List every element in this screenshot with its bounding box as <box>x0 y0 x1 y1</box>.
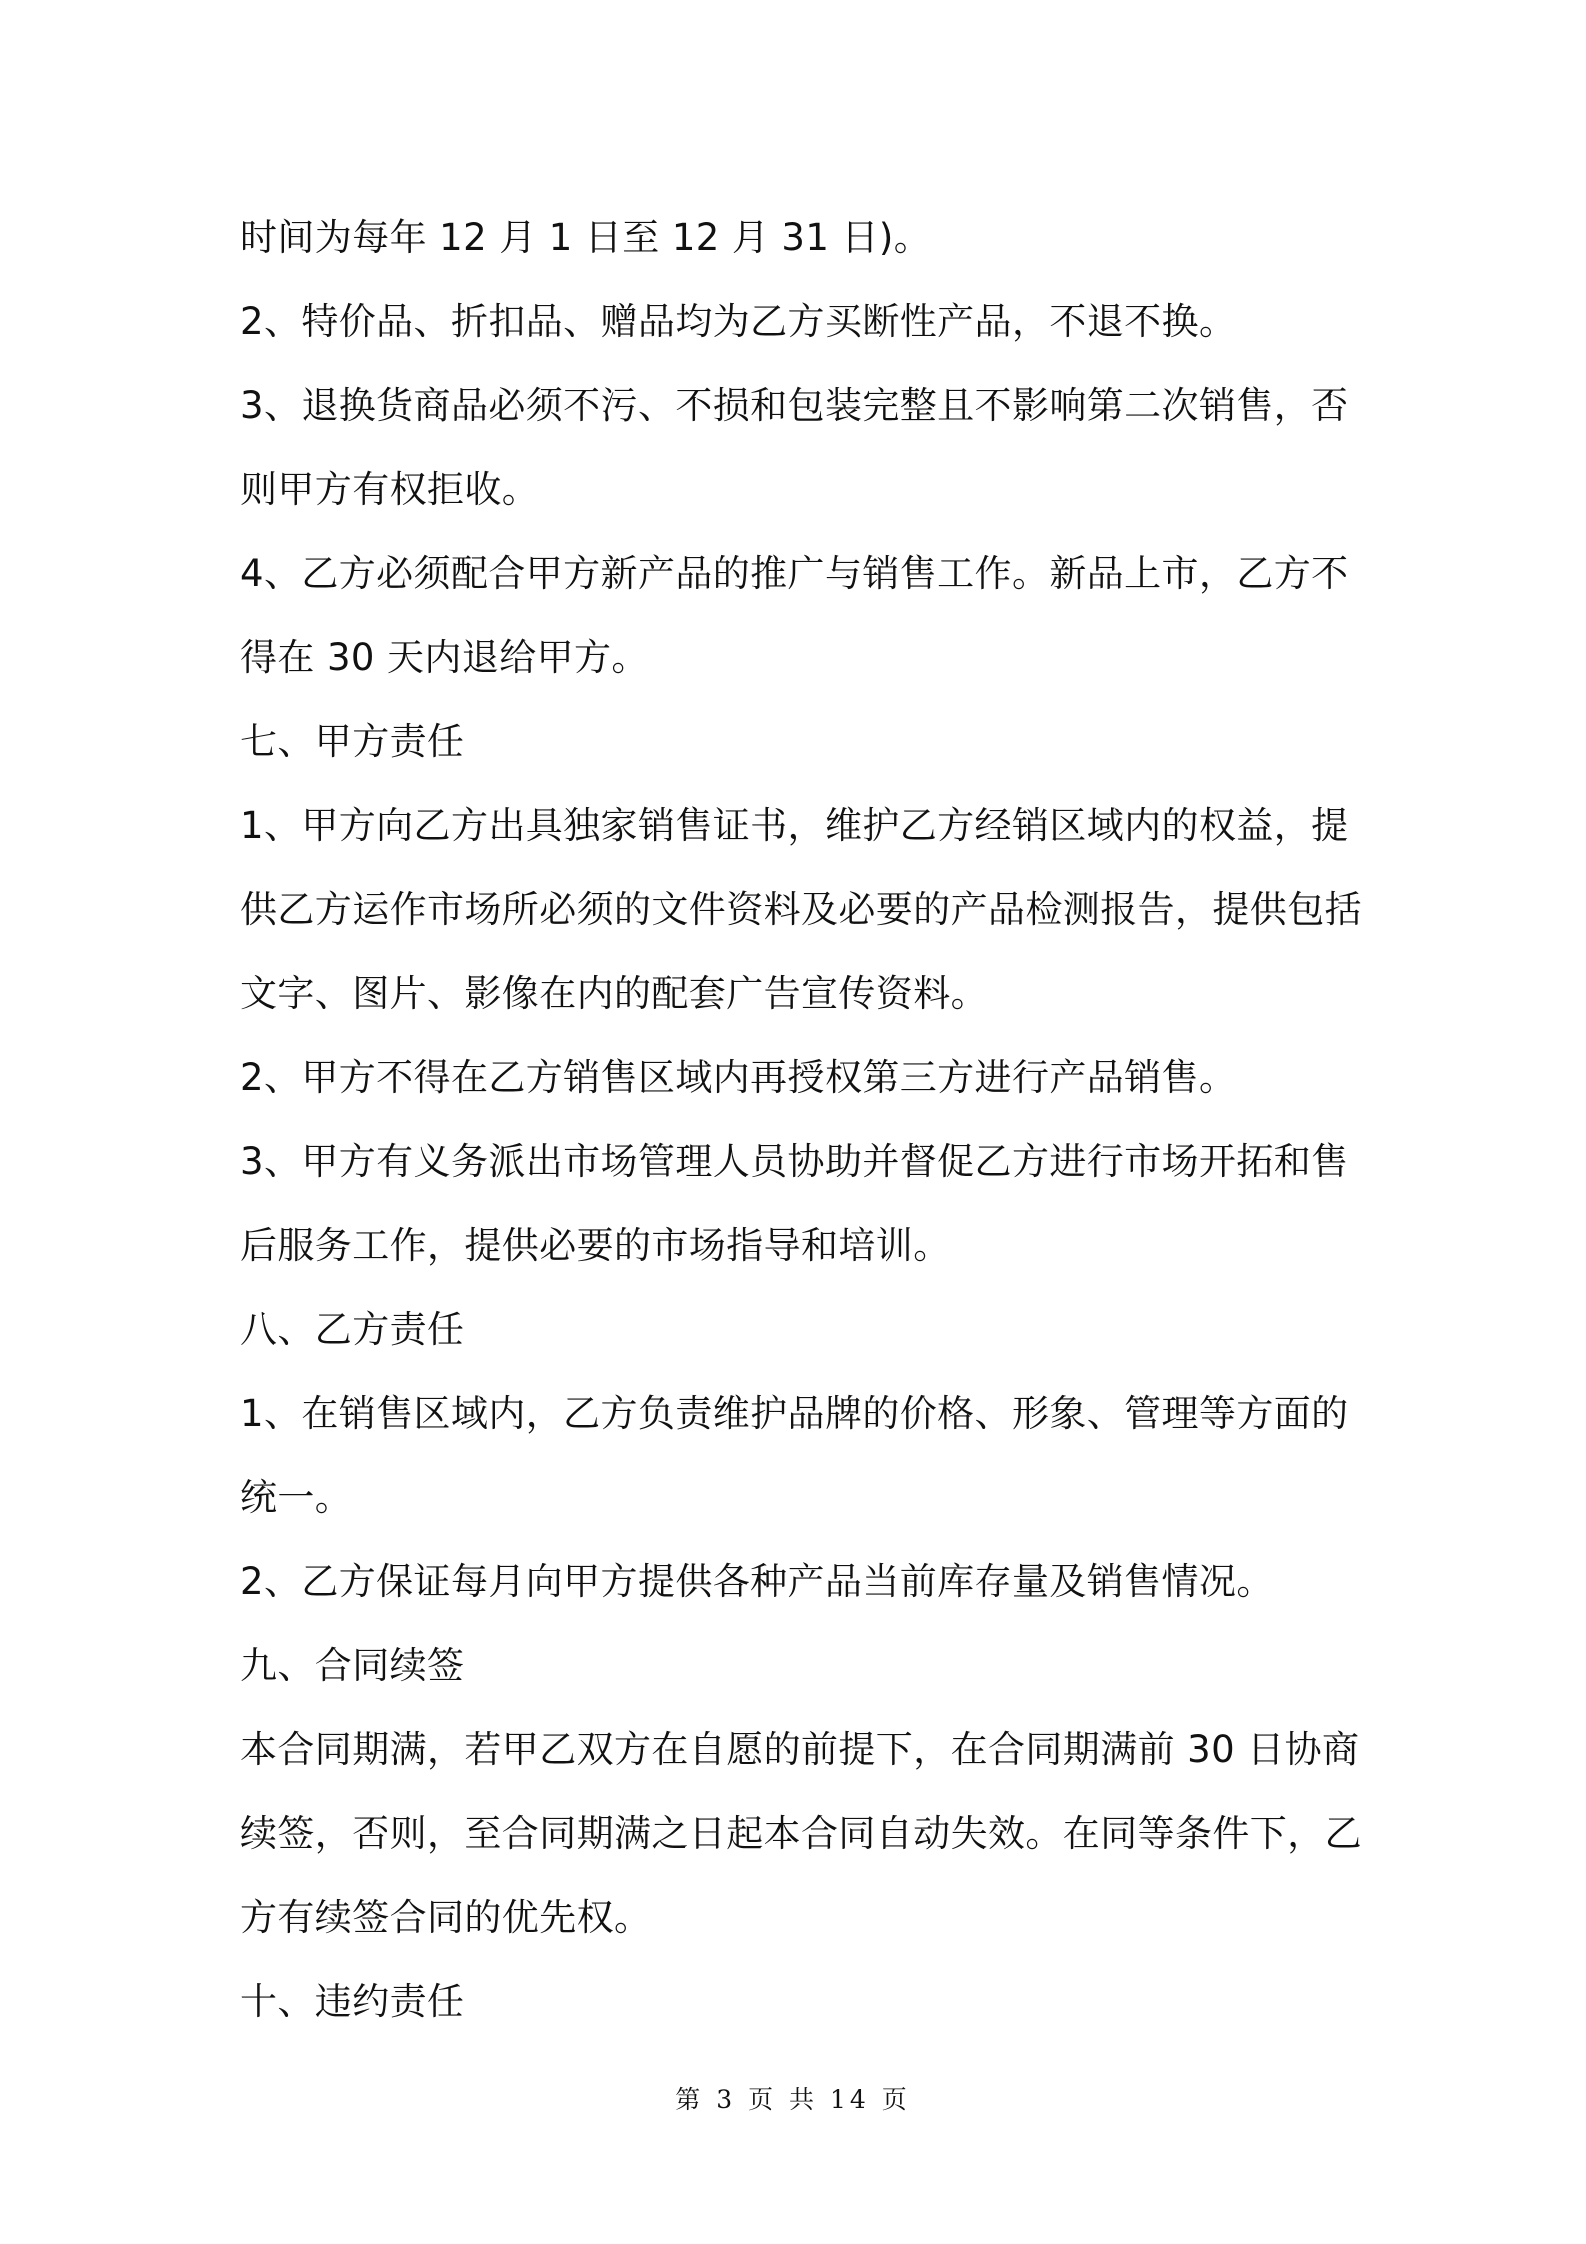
body-line: 1、在销售区域内，乙方负责维护品牌的价格、形象、管理等方面的 <box>240 1392 1349 1435</box>
body-line: 3、退换货商品必须不污、不损和包装完整且不影响第二次销售，否 <box>240 384 1349 427</box>
body-line: 后服务工作，提供必要的市场指导和培训。 <box>240 1224 951 1267</box>
body-line: 方有续签合同的优先权。 <box>240 1896 652 1939</box>
section-heading: 八、乙方责任 <box>240 1308 465 1351</box>
body-line: 2、甲方不得在乙方销售区域内再授权第三方进行产品销售。 <box>240 1056 1237 1099</box>
section-heading: 七、甲方责任 <box>240 720 465 763</box>
body-line: 续签，否则，至合同期满之日起本合同自动失效。在同等条件下，乙 <box>240 1812 1362 1855</box>
document-body <box>240 196 1360 2044</box>
body-line: 3、甲方有义务派出市场管理人员协助并督促乙方进行市场开拓和售 <box>240 1140 1349 1183</box>
body-line: 2、乙方保证每月向甲方提供各种产品当前库存量及销售情况。 <box>240 1560 1274 1603</box>
body-line: 本合同期满，若甲乙双方在自愿的前提下，在合同期满前 30 日协商 <box>240 1728 1360 1771</box>
body-line: 4、乙方必须配合甲方新产品的推广与销售工作。新品上市，乙方不 <box>240 552 1349 595</box>
body-line: 统一。 <box>240 1476 353 1519</box>
body-line: 文字、图片、影像在内的配套广告宣传资料。 <box>240 972 988 1015</box>
body-line: 1、甲方向乙方出具独家销售证书，维护乙方经销区域内的权益，提 <box>240 804 1349 847</box>
body-line: 2、特价品、折扣品、赠品均为乙方买断性产品，不退不换。 <box>240 300 1237 343</box>
body-line: 则甲方有权拒收。 <box>240 468 540 511</box>
section-heading: 九、合同续签 <box>240 1644 465 1687</box>
section-heading: 十、违约责任 <box>240 1980 465 2023</box>
body-line: 供乙方运作市场所必须的文件资料及必要的产品检测报告，提供包括 <box>240 888 1362 931</box>
page-footer: 第 3 页 共 14 页 <box>675 2085 911 2114</box>
body-line: 时间为每年 12 月 1 日至 12 月 31 日)。 <box>240 216 932 259</box>
body-line: 得在 30 天内退给甲方。 <box>240 636 649 679</box>
